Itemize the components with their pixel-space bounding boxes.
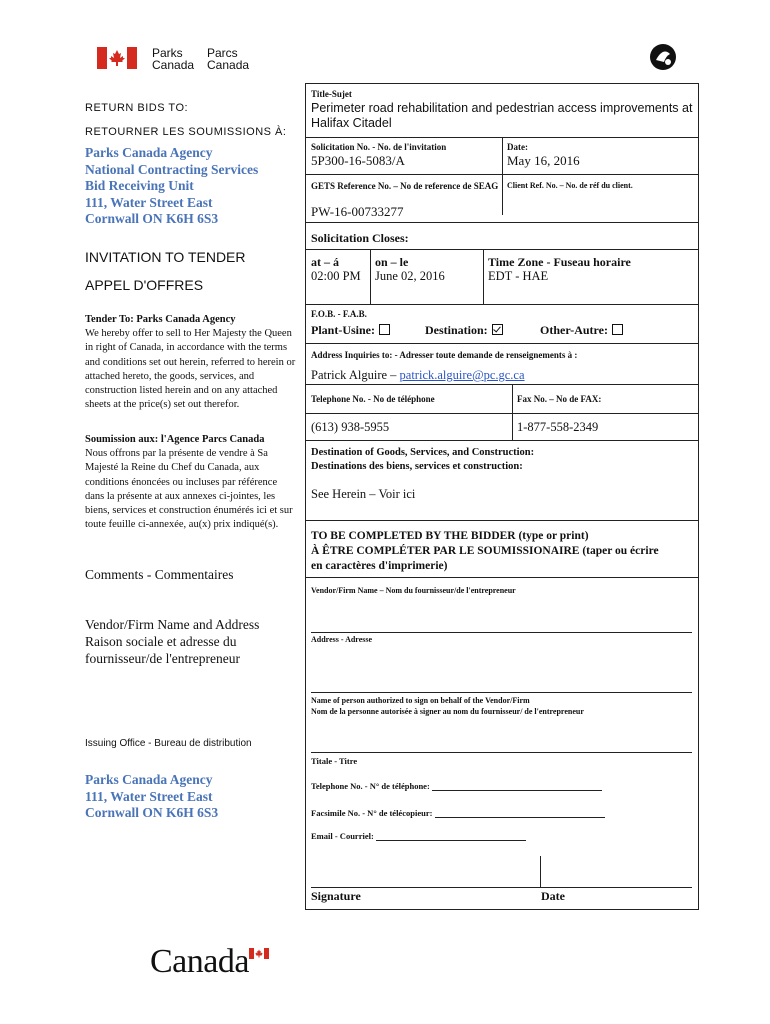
issuing-office-label: Issuing Office - Bureau de distribution: [85, 738, 252, 749]
title-label: Title-Sujet: [311, 89, 352, 99]
telephone-label: Telephone No. - No de téléphone: [311, 394, 435, 404]
destination-checkbox[interactable]: [492, 324, 503, 335]
email-label: Email - Courriel:: [311, 831, 374, 841]
title-value: Perimeter road rehabilitation and pedestrian access improvements at Halifax Citadel: [311, 101, 693, 130]
vendor-line: fournisseur/de l'entrepreneur: [85, 651, 240, 666]
address-inquiries-label: Address Inquiries to: - Adresser toute demande de renseignements à :: [311, 350, 578, 360]
address-line: Parks Canada Agency: [85, 772, 213, 787]
time-zone-label: Time Zone - Fuseau horaire: [488, 255, 631, 269]
plant-usine-label: Plant-Usine:: [311, 323, 375, 337]
address-line: 111, Water Street East: [85, 788, 213, 804]
client-ref-label: Client Ref. No. – No. de réf du client.: [507, 181, 633, 190]
see-herein-value: See Herein – Voir ici: [311, 487, 416, 501]
tender-to-block: [85, 313, 297, 412]
time-zone-value: EDT - HAE: [488, 269, 549, 283]
contact-name: Patrick Alguire –: [311, 368, 397, 382]
facsimile-label: Facsimile No. - N° de télécopieur:: [311, 808, 433, 818]
issuing-address: [85, 772, 218, 822]
canada-wordmark: [150, 945, 275, 985]
fob-label: F.O.B. - F.A.B.: [311, 309, 367, 319]
gets-ref-label: GETS Reference No. – No de reference de SEAG: [311, 181, 499, 191]
parcs-label: Parcs: [207, 46, 238, 60]
telephone2-row: [311, 781, 602, 791]
on-label: on – le: [375, 255, 409, 269]
contact-email-link[interactable]: patrick.alguire@pc.gc.ca: [399, 368, 525, 382]
on-value: June 02, 2016: [375, 269, 445, 283]
authorized-line-fr: Nom de la personne autorisée à signer au nom du fournisseur/ de l'entrepreneur: [311, 707, 584, 716]
destination-goods-en: Destination of Goods, Services, and Construction:: [311, 447, 535, 458]
vendor-name-label: Vendor/Firm Name – Nom du fournisseur/de l'entrepreneur: [311, 586, 516, 595]
solicitation-no-value: 5P300-16-5083/A: [311, 153, 405, 168]
solicitation-closes-label: Solicitation Closes:: [311, 231, 409, 245]
destination-goods-fr: Destinations des biens, services et construction:: [311, 461, 523, 472]
address-line: Bid Receiving Unit: [85, 178, 194, 193]
other-autre-checkbox[interactable]: [612, 324, 623, 335]
email-row: [311, 831, 526, 841]
facsimile-field[interactable]: [435, 809, 605, 818]
telephone2-label: Telephone No. - N° de téléphone:: [311, 781, 430, 791]
bidder-instr-line: TO BE COMPLETED BY THE BIDDER (type or print): [311, 530, 589, 542]
telephone-value: (613) 938-5955: [311, 420, 390, 434]
parks-label: Parks: [152, 46, 183, 60]
canada-label-en: Canada: [152, 58, 195, 72]
telephone2-field[interactable]: [432, 782, 602, 791]
address-line: Cornwall ON K6H 6S3: [85, 211, 219, 226]
address-line: Cornwall ON K6H 6S3: [85, 805, 219, 820]
canada-flag-icon: [97, 47, 137, 69]
destination-goods-label: [311, 446, 534, 474]
bidder-instr-line: À ÊTRE COMPLÉTER PAR LE SOUMISSIONAIRE (taper ou écrire: [311, 545, 659, 557]
bidder-instructions: [311, 529, 659, 574]
date-value: May 16, 2016: [507, 153, 580, 168]
fob-other-option[interactable]: [540, 323, 623, 338]
vendor-line: Raison sociale et adresse du: [85, 634, 237, 649]
bidder-instr-line: en caractères d'imprimerie): [311, 560, 448, 572]
fax-label: Fax No. – No de FAX:: [517, 394, 602, 404]
vendor-name-field[interactable]: [311, 632, 692, 633]
fax-value: 1-877-558-2349: [517, 420, 599, 434]
fob-plant-option[interactable]: [311, 323, 390, 338]
contact-line: [311, 368, 525, 383]
parks-canada-logo: [97, 47, 257, 73]
authorized-person-field[interactable]: [311, 752, 692, 753]
soumission-block: [85, 433, 297, 532]
authorized-line-en: Name of person authorized to sign on behalf of the Vendor/Firm: [311, 696, 530, 705]
at-label: at – á: [311, 255, 339, 269]
address-line: National Contracting Services: [85, 161, 259, 177]
plant-usine-checkbox[interactable]: [379, 324, 390, 335]
tender-to-text: We hereby offer to sell to Her Majesty the Queen in right of Canada, in accordance with the terms and conditions set out herein, referred to herein or attached hereto, the goods, services, and construction listed herein and on any attached sheets at the price(s) set out therefor.: [85, 328, 296, 411]
crest-icon: [648, 42, 678, 72]
soumission-heading: Soumission aux: l'Agence Parcs Canada: [85, 434, 265, 445]
appel-offres-heading: APPEL D'OFFRES: [85, 277, 204, 293]
destination-label: Destination:: [425, 323, 488, 337]
canada-wordmark-flag-icon: [249, 948, 269, 959]
canada-label-fr: Canada: [207, 58, 250, 72]
canada-wordmark-text: Canada: [150, 943, 249, 980]
address-field[interactable]: [311, 692, 692, 693]
signature-label: Signature: [311, 889, 361, 903]
return-address: [85, 145, 258, 228]
retourner-label: RETOURNER LES SOUMISSIONS À:: [85, 126, 287, 138]
signature-field[interactable]: [311, 887, 692, 888]
date-label: Date:: [507, 142, 528, 152]
address-line: Parks Canada Agency: [85, 145, 213, 160]
email-field[interactable]: [376, 832, 526, 841]
facsimile-row: [311, 808, 605, 818]
title-titre-label: Titale - Titre: [311, 756, 358, 766]
authorized-person-label: [311, 695, 584, 717]
fob-destination-option[interactable]: [425, 323, 503, 338]
vendor-line: Vendor/Firm Name and Address: [85, 617, 260, 632]
solicitation-no-label: Solicitation No. - No. de l'invitation: [311, 142, 447, 152]
date-sign-label: Date: [541, 889, 565, 903]
invitation-to-tender-heading: INVITATION TO TENDER: [85, 249, 246, 265]
other-autre-label: Other-Autre:: [540, 323, 608, 337]
soumission-text: Nous offrons par la présente de vendre à Sa Majesté la Reine du Chef du Canada, aux conditions énoncées ou incluses par référence dans la présente at aux annexes ci-jointes, les biens, services et construction énumérés ici et sur toute feuille ci-annexée, au(x) prix indiqué(s).: [85, 448, 293, 531]
gets-ref-value: PW-16-00733277: [311, 204, 404, 219]
comments-label: Comments - Commentaires: [85, 567, 234, 582]
return-bids-label: RETURN BIDS TO:: [85, 102, 189, 114]
vendor-firm-label: [85, 616, 259, 667]
at-value: 02:00 PM: [311, 269, 361, 283]
address-line: 111, Water Street East: [85, 194, 213, 210]
tender-to-heading: Tender To: Parks Canada Agency: [85, 314, 236, 325]
address-label: Address - Adresse: [311, 635, 373, 644]
